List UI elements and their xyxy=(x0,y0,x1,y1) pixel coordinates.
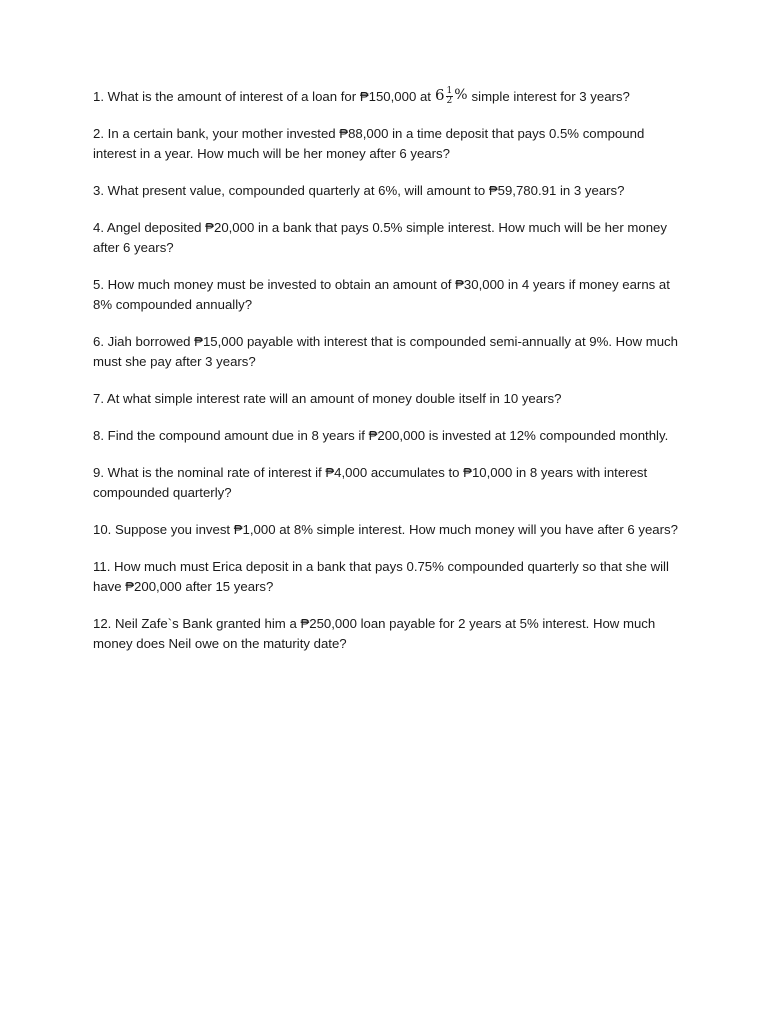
interest-rate-mixed-fraction xyxy=(435,86,468,105)
rate-denominator: 2 xyxy=(446,96,453,106)
rate-percent-sign: % xyxy=(454,87,468,103)
rate-numerator: 1 xyxy=(446,86,453,96)
question-12: 12. Neil Zafe`s Bank granted him a ₱250,000 loan payable for 2 years at 5% interest. How much money does Neil owe on the maturity date? xyxy=(93,616,656,651)
question-8: 8. Find the compound amount due in 8 years if ₱200,000 is invested at 12% compounded monthly. xyxy=(93,428,669,443)
rate-fraction xyxy=(446,87,454,106)
question-7: 7. At what simple interest rate will an amount of money double itself in 10 years? xyxy=(93,391,562,406)
document-page xyxy=(93,87,683,671)
question-4: 4. Angel deposited ₱20,000 in a bank that pays 0.5% simple interest. How much will be her money after 6 years? xyxy=(93,220,667,255)
question-6: 6. Jiah borrowed ₱15,000 payable with interest that is compounded semi-annually at 9%. How much must she pay after 3 years? xyxy=(93,334,678,369)
question-1 xyxy=(93,87,683,107)
question-1-text-after: simple interest for 3 years? xyxy=(471,89,630,104)
question-10: 10. Suppose you invest ₱1,000 at 8% simple interest. How much money will you have after 6 years? xyxy=(93,522,678,537)
question-9: 9. What is the nominal rate of interest if ₱4,000 accumulates to ₱10,000 in 8 years with interest compounded quarterly? xyxy=(93,465,648,500)
question-5: 5. How much money must be invested to obtain an amount of ₱30,000 in 4 years if money earns at 8% compounded annually? xyxy=(93,277,670,312)
question-3: 3. What present value, compounded quarterly at 6%, will amount to ₱59,780.91 in 3 years? xyxy=(93,183,625,198)
question-11: 11. How much must Erica deposit in a bank that pays 0.75% compounded quarterly so that she will have ₱200,000 after 15 years? xyxy=(93,559,669,594)
question-1-text-before: 1. What is the amount of interest of a loan for ₱150,000 at xyxy=(93,89,431,104)
question-2: 2. In a certain bank, your mother invested ₱88,000 in a time deposit that pays 0.5% compound interest in a year. How much will be her money after 6 years? xyxy=(93,126,645,161)
rate-whole-number: 6 xyxy=(434,86,445,104)
